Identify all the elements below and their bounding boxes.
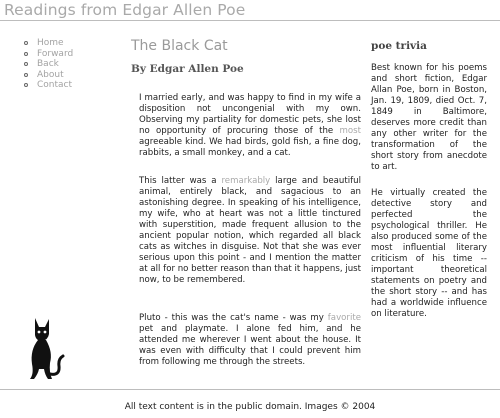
nav-link-contact[interactable]: Contact (37, 80, 73, 90)
trivia-heading: poe trivia (371, 40, 427, 52)
nav-link-back[interactable]: Back (37, 59, 59, 69)
paragraph-text: Pluto - this was the cat's name - was my (139, 313, 328, 323)
story-title: The Black Cat (131, 38, 228, 54)
inline-link-most[interactable]: most (339, 126, 361, 136)
header-divider (0, 20, 500, 21)
bullet-icon (24, 41, 28, 45)
story-paragraph (139, 176, 361, 286)
nav-link-about[interactable]: About (37, 69, 64, 80)
inline-link-remarkably[interactable]: remarkably (221, 176, 271, 186)
black-cat-icon (25, 316, 65, 382)
paragraph-text: I married early, and was happy to find in my wife a disposition not uncongenial with my own. Observing my partiality for domestic pets, she lost no opportunity of procuring those of the (139, 93, 361, 136)
site-title: Readings from Edgar Allen Poe (4, 1, 246, 19)
bullet-icon (24, 62, 28, 66)
footer-divider (0, 389, 500, 390)
trivia-paragraph: Best known for his poems and short fiction, Edgar Allan Poe, born in Boston, Jan. 19, 1809, died Oct. 7, 1849 in Baltimore, deserves more credit than any other writer for the transformation of the short story from anecdote to art. (371, 63, 487, 172)
trivia-paragraph: He virtually created the detective story and perfected the psychological thriller. He also produced some of the most influential literary criticism of his time -- important theoretical statements on poetry and the short story -- and has had a worldwide influence on literature. (371, 188, 487, 319)
story-paragraph (139, 93, 361, 159)
paragraph-text: agreeable kind. We had birds, gold fish, a fine dog, rabbits, a small monkey, and a cat. (139, 137, 361, 158)
story-author: By Edgar Allen Poe (131, 63, 244, 75)
footer-text: All text content is in the public domain. Images © 2004 (124, 402, 376, 412)
bullet-icon (24, 73, 28, 77)
paragraph-text: This latter was a (139, 176, 222, 186)
story-paragraph (139, 313, 361, 368)
nav-link-forward[interactable]: Forward (37, 48, 74, 59)
bullet-icon (24, 52, 28, 56)
nav-link-home[interactable]: Home (37, 38, 64, 48)
paragraph-text: large and beautiful animal, entirely black, and sagacious to an astonishing degree. In speaking of his intelligence, my wife, who at heart was not a little tinctured with superstition, made frequent allusion to the ancient popular notion, which regarded all black cats as witches in disguise. Not that she was ever serious upon this point - and I mention the matter at all for no better reason than that it happens, just now, to be remembered. (139, 176, 361, 285)
paragraph-text: pet and playmate. I alone fed him, and he attended me wherever I went about the house. It was even with difficulty that I could prevent him from following me through the streets. (139, 324, 361, 367)
inline-link-favorite[interactable]: favorite (327, 313, 361, 323)
bullet-icon (24, 83, 28, 87)
